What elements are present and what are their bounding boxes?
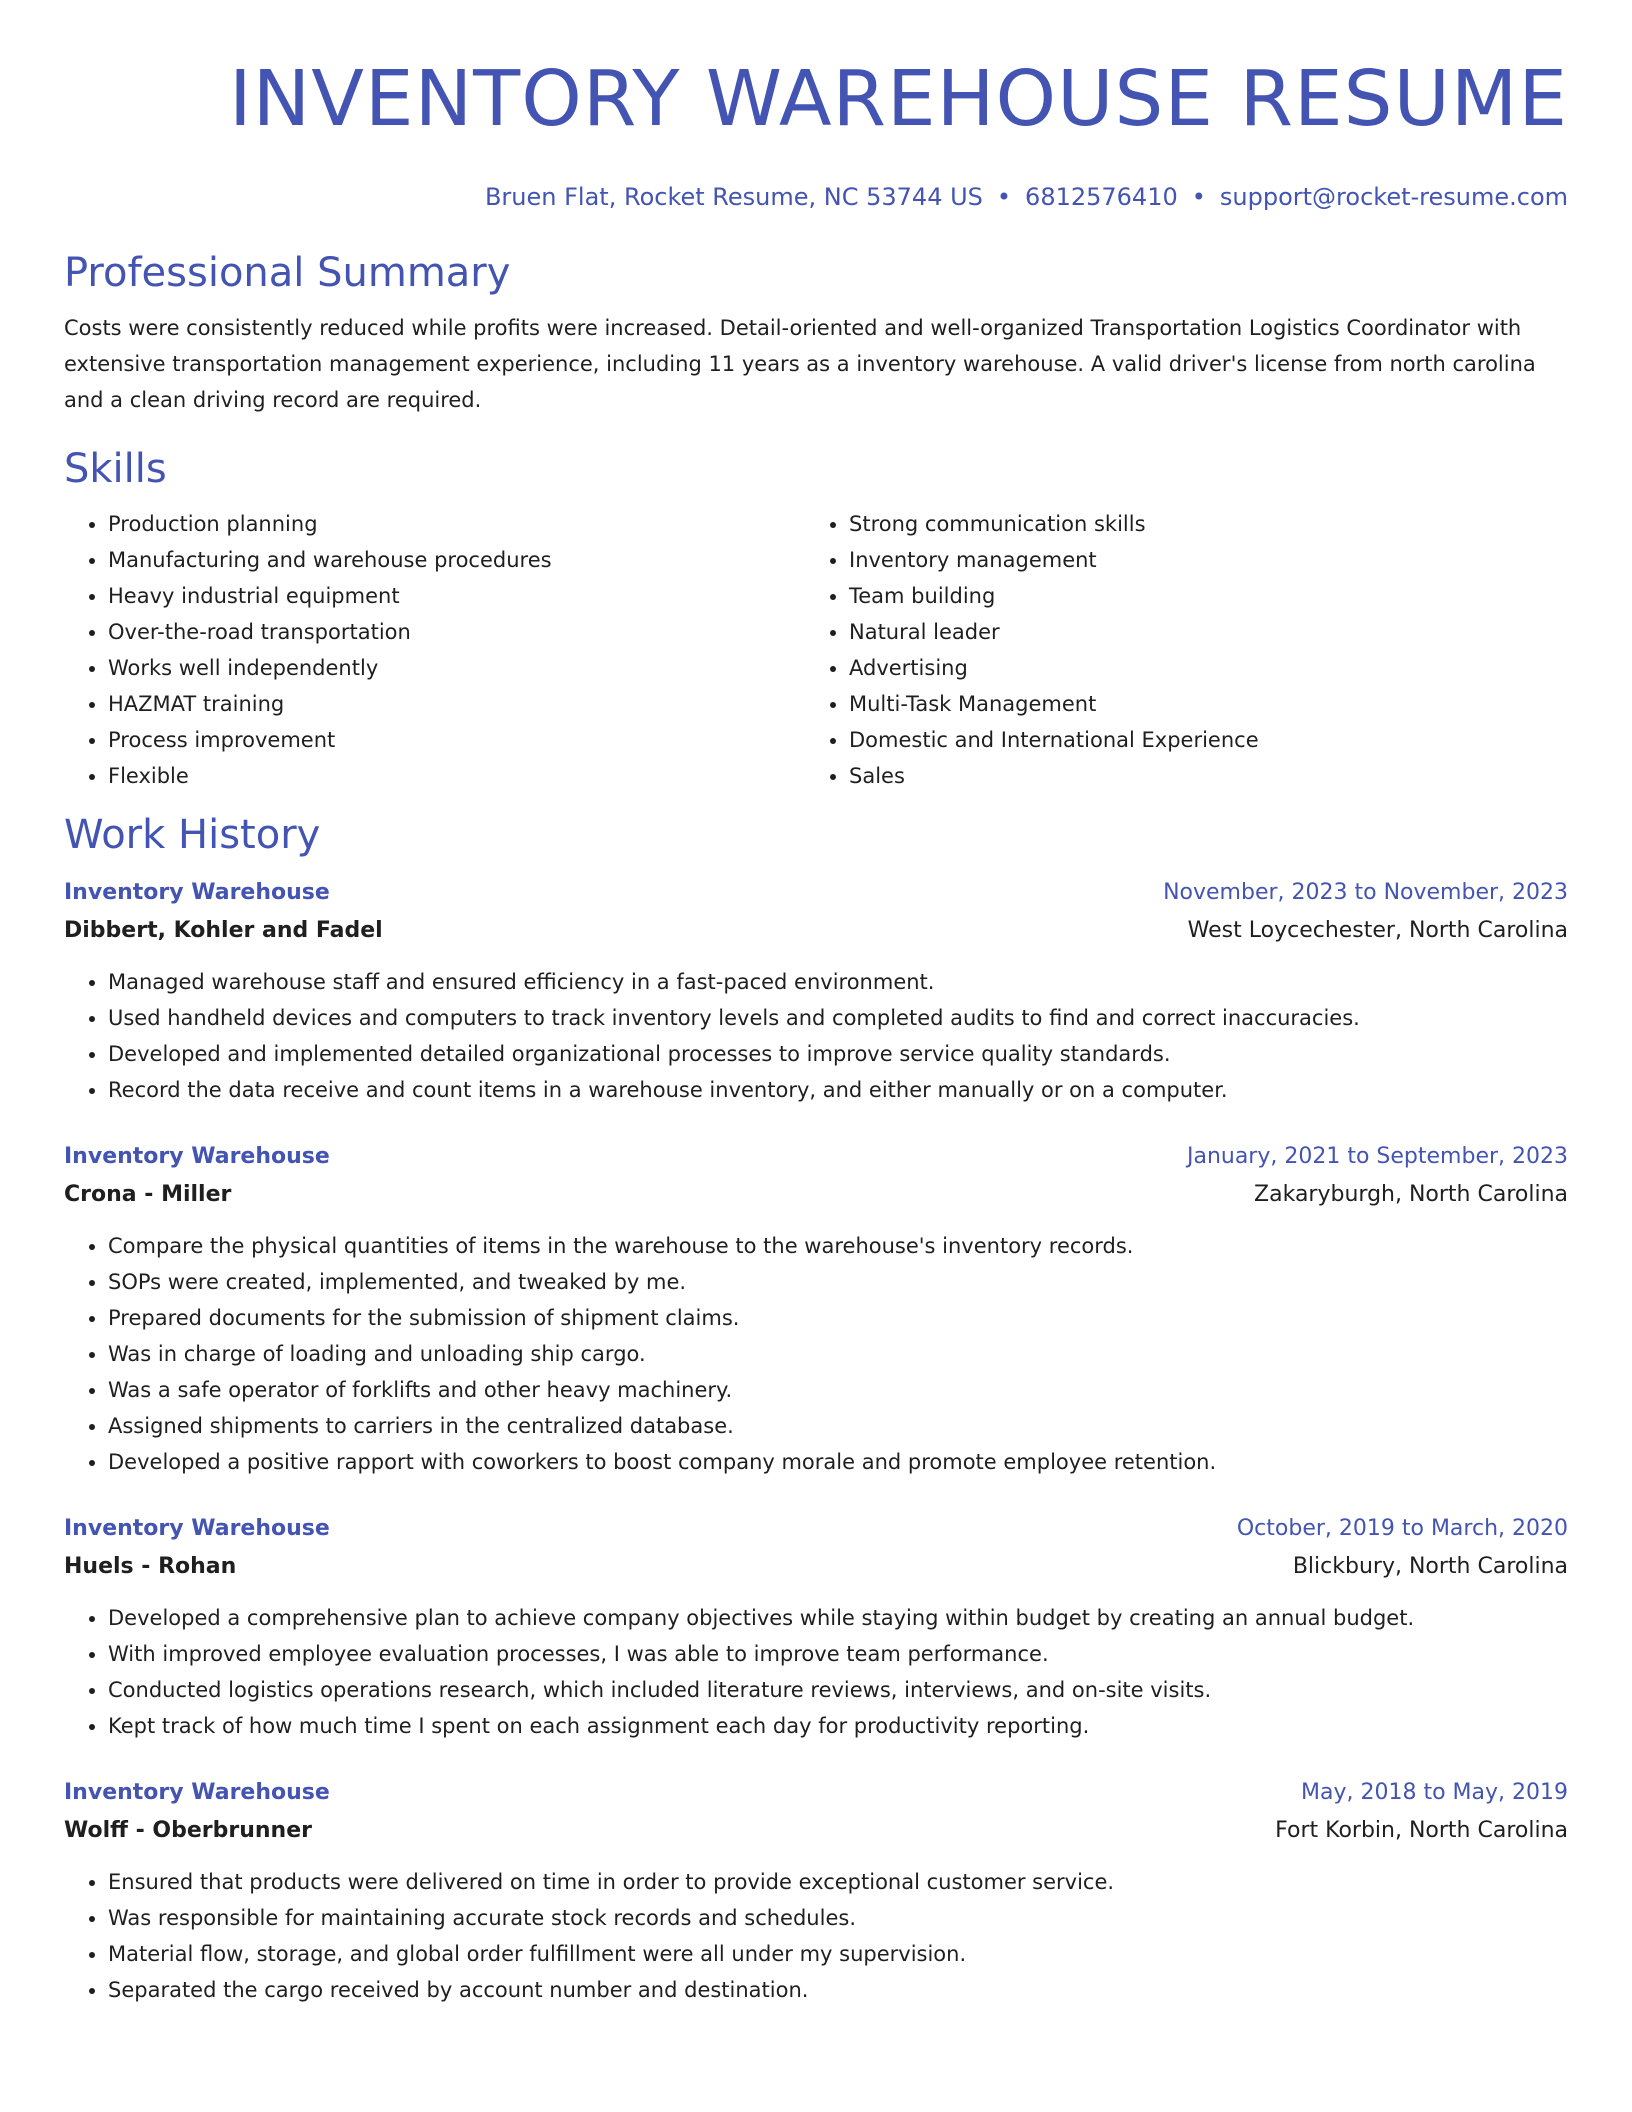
summary-text: Costs were consistently reduced while profits were increased. Detail-oriented and well-organized Transportation Logistics Coordinator with extensive transportation management experience, including 11 years as a inventory warehouse. A valid driver's license from north carolina and a clean driving record are required. [64, 316, 1536, 412]
job-duty: • Was a safe operator of forklifts and other heavy machinery. [108, 1372, 1568, 1408]
job-duty: • Developed a comprehensive plan to achieve company objectives while staying within budget by creating an annual budget. [108, 1600, 1568, 1636]
job-title: Inventory Warehouse [64, 1144, 330, 1169]
skills-list [64, 506, 1568, 794]
job-duties [64, 1600, 1568, 1744]
contact-separator: • [1191, 183, 1206, 211]
resume-title: INVENTORY WAREHOUSE RESUME [228, 55, 1568, 144]
job-company-row [64, 1548, 1568, 1586]
skill-item: • Process improvement [108, 722, 805, 758]
job-entry [64, 874, 1568, 1108]
skill-item: • Heavy industrial equipment [108, 578, 805, 614]
job-dates: May, 2018 to May, 2019 [1301, 1780, 1568, 1805]
job-header-row [64, 1138, 1568, 1176]
job-company-row [64, 912, 1568, 950]
job-entry [64, 1138, 1568, 1480]
skill-item: • Natural leader [849, 614, 1546, 650]
job-title: Inventory Warehouse [64, 1780, 330, 1805]
job-title: Inventory Warehouse [64, 880, 330, 905]
job-company: Dibbert, Kohler and Fadel [64, 918, 383, 943]
contact-address: Bruen Flat, Rocket Resume, NC 53744 US [484, 183, 983, 211]
skills-column-left [64, 506, 805, 794]
skill-item: • Multi-Task Management [849, 686, 1546, 722]
job-duty: • Compare the physical quantities of items in the warehouse to the warehouse's inventory records. [108, 1228, 1568, 1264]
job-duties [64, 964, 1568, 1108]
job-duty: • Was responsible for maintaining accurate stock records and schedules. [108, 1900, 1568, 1936]
resume-header [64, 0, 1568, 212]
work-history-heading: Work History [64, 812, 321, 858]
job-dates: October, 2019 to March, 2020 [1236, 1516, 1568, 1541]
contact-phone: 6812576410 [1025, 183, 1178, 211]
skill-item: • Production planning [108, 506, 805, 542]
skills-heading: Skills [64, 446, 167, 492]
job-duties [64, 1864, 1568, 2008]
job-duty: • With improved employee evaluation processes, I was able to improve team performance. [108, 1636, 1568, 1672]
job-duty: • Material flow, storage, and global order fulfillment were all under my supervision. [108, 1936, 1568, 1972]
job-location: Zakaryburgh, North Carolina [1254, 1182, 1568, 1207]
job-header-row [64, 1774, 1568, 1812]
skill-item: • HAZMAT training [108, 686, 805, 722]
skill-item: • Sales [849, 758, 1546, 794]
job-company: Crona - Miller [64, 1182, 232, 1207]
job-duty: • Developed and implemented detailed organizational processes to improve service quality standards. [108, 1036, 1568, 1072]
job-duty: • Kept track of how much time I spent on each assignment each day for productivity reporting. [108, 1708, 1568, 1744]
skill-item: • Advertising [849, 650, 1546, 686]
job-header-row [64, 1510, 1568, 1548]
skill-item: • Works well independently [108, 650, 805, 686]
job-duty: • Record the data receive and count items in a warehouse inventory, and either manually or on a computer. [108, 1072, 1568, 1108]
job-duty: • Ensured that products were delivered on time in order to provide exceptional customer service. [108, 1864, 1568, 1900]
job-company: Huels - Rohan [64, 1554, 237, 1579]
job-entry [64, 1510, 1568, 1744]
job-duty: • Used handheld devices and computers to track inventory levels and completed audits to find and correct inaccuracies. [108, 1000, 1568, 1036]
job-duty: • Assigned shipments to carriers in the centralized database. [108, 1408, 1568, 1444]
skill-item: • Team building [849, 578, 1546, 614]
job-duty: • Separated the cargo received by account number and destination. [108, 1972, 1568, 2008]
contact-email: support@rocket-resume.com [1219, 183, 1568, 211]
job-location: Fort Korbin, North Carolina [1275, 1818, 1568, 1843]
job-duty: • Conducted logistics operations research, which included literature reviews, interviews, and on-site visits. [108, 1672, 1568, 1708]
job-company-row [64, 1176, 1568, 1214]
job-duties [64, 1228, 1568, 1480]
skills-column-right [805, 506, 1546, 794]
job-entry [64, 1774, 1568, 2008]
job-duty: • Prepared documents for the submission of shipment claims. [108, 1300, 1568, 1336]
job-location: West Loycechester, North Carolina [1187, 918, 1568, 943]
skill-item: • Flexible [108, 758, 805, 794]
job-duty: • Managed warehouse staff and ensured efficiency in a fast-paced environment. [108, 964, 1568, 1000]
contact-separator: • [996, 183, 1012, 211]
job-dates: November, 2023 to November, 2023 [1163, 880, 1568, 905]
summary-heading: Professional Summary [64, 250, 511, 296]
skill-item: • Strong communication skills [849, 506, 1546, 542]
contact-line [64, 182, 1568, 212]
job-header-row [64, 874, 1568, 912]
job-dates: January, 2021 to September, 2023 [1186, 1144, 1568, 1169]
skill-item: • Domestic and International Experience [849, 722, 1546, 758]
job-company: Wolff - Oberbrunner [64, 1818, 312, 1843]
job-company-row [64, 1812, 1568, 1850]
skill-item: • Inventory management [849, 542, 1546, 578]
job-location: Blickbury, North Carolina [1292, 1554, 1568, 1579]
job-duty: • Developed a positive rapport with coworkers to boost company morale and promote employee retention. [108, 1444, 1568, 1480]
job-title: Inventory Warehouse [64, 1516, 330, 1541]
job-duty: • SOPs were created, implemented, and tweaked by me. [108, 1264, 1568, 1300]
job-duty: • Was in charge of loading and unloading ship cargo. [108, 1336, 1568, 1372]
skill-item: • Manufacturing and warehouse procedures [108, 542, 805, 578]
skill-item: • Over-the-road transportation [108, 614, 805, 650]
